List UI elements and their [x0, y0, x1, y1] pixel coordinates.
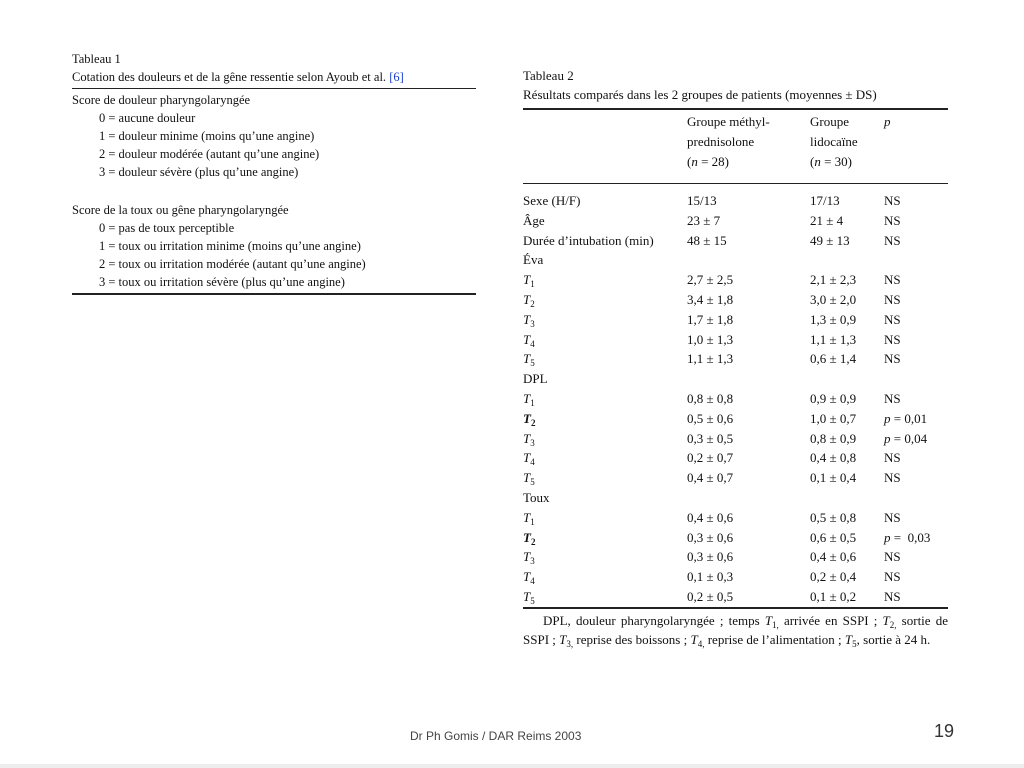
row-label: Toux: [523, 489, 550, 505]
note-t1-sub: 1,: [772, 619, 779, 630]
group1-value: 0,3 ± 0,6: [687, 529, 734, 545]
note-t5-text: , sortie à 24 h.: [856, 631, 931, 647]
note-t1-text: arrivée en SSPI ;: [778, 612, 883, 628]
time-index: 3: [530, 318, 535, 329]
time-index: 3: [530, 556, 535, 567]
group2-value: 1,3 ± 0,9: [810, 311, 857, 327]
table-row: [523, 270, 948, 290]
group2-value: [810, 250, 884, 270]
p-value: [884, 369, 948, 389]
table-row: [523, 211, 948, 231]
cough-score-1: 1 = toux ou irritation minime (moins qu’une angine): [99, 239, 361, 253]
p-value: NS: [884, 390, 901, 406]
bottom-divider: [0, 764, 1024, 768]
table-row: [523, 587, 948, 607]
row-label: [523, 528, 687, 548]
row-label: [523, 587, 687, 607]
table-1: [72, 50, 476, 296]
header-p-label: p: [884, 114, 891, 129]
group2-value: 0,2 ± 0,4: [810, 569, 857, 585]
p-value: [884, 488, 948, 508]
group2-value: 0,6 ± 1,4: [810, 351, 857, 367]
table-1-label: Tableau 1: [72, 52, 121, 66]
table-row: [523, 508, 948, 528]
table-row: [523, 468, 948, 488]
row-label: DPL: [523, 371, 548, 387]
p-value: NS: [884, 509, 901, 525]
time-var: T: [523, 549, 531, 565]
header-empty: [523, 110, 687, 175]
time-var: T: [523, 569, 531, 585]
group2-value: 0,5 ± 0,8: [810, 509, 857, 525]
note-t5-var: T: [844, 631, 853, 647]
time-var: T: [523, 470, 531, 486]
table-1-top-rule: [72, 88, 476, 89]
p-value: [884, 429, 948, 449]
time-var: T: [523, 509, 531, 525]
table-row: [523, 567, 948, 587]
p-value: NS: [884, 549, 901, 565]
time-var: T: [523, 430, 531, 446]
table-row: [523, 528, 948, 548]
group1-value: 1,7 ± 1,8: [687, 311, 734, 327]
note-t2-sub: 2,: [889, 619, 897, 630]
group2-value: 1,0 ± 0,7: [810, 410, 857, 426]
header-group1-n-var: n: [691, 154, 698, 169]
group1-value: 0,3 ± 0,6: [687, 549, 734, 565]
p-value: NS: [884, 212, 901, 228]
p-value: NS: [884, 331, 901, 347]
group1-value: 2,7 ± 2,5: [687, 272, 734, 288]
table-row: [523, 349, 948, 369]
p-var: p: [884, 410, 891, 426]
p-value: NS: [884, 351, 901, 367]
note-t4-text: reprise de l’alimentation ;: [704, 631, 845, 647]
header-group2-line2: lidocaïne: [810, 134, 858, 149]
section-heading-cough: Score de la toux ou gêne pharyngolaryngée: [72, 203, 289, 217]
table-2-footnote: [523, 611, 948, 649]
table-row: [523, 290, 948, 310]
note-t3-sub: 3,: [566, 638, 574, 649]
row-label: [523, 310, 687, 330]
table-row: [523, 330, 948, 350]
time-var: T: [523, 450, 531, 466]
group2-value: 0,1 ± 0,2: [810, 588, 857, 604]
time-index: 4: [530, 576, 535, 587]
row-label: Éva: [523, 252, 544, 268]
group1-value: 0,8 ± 0,8: [687, 390, 734, 406]
p-value: [884, 409, 948, 429]
time-index: 2: [530, 536, 536, 547]
group1-value: 1,0 ± 1,3: [687, 331, 734, 347]
group1-value: 48 ± 15: [687, 232, 727, 248]
row-label: [523, 468, 687, 488]
group2-value: 0,9 ± 0,9: [810, 390, 857, 406]
group2-value: 0,4 ± 0,6: [810, 549, 857, 565]
table-1-caption: [72, 68, 476, 86]
pain-score-0: 0 = aucune douleur: [99, 111, 196, 125]
p-value: [884, 250, 948, 270]
group1-value: 15/13: [687, 193, 717, 208]
table-row: [523, 488, 948, 508]
table-2-label: Tableau 2: [523, 68, 574, 83]
header-group1-n: = 28): [697, 154, 730, 169]
group1-value: 3,4 ± 1,8: [687, 291, 734, 307]
group2-value: 17/13: [810, 193, 840, 208]
group1-value: [687, 250, 810, 270]
p-var: p: [884, 529, 891, 545]
note-t4-var: T: [690, 631, 698, 647]
p-number: = 0,04: [890, 430, 928, 446]
time-var: T: [523, 351, 531, 367]
group2-value: 0,4 ± 0,8: [810, 450, 857, 466]
row-label: [523, 389, 687, 409]
table-1-caption-text: Cotation des douleurs et de la gêne ressentie selon Ayoub et al.: [72, 70, 387, 84]
row-label: [523, 448, 687, 468]
section-heading-pain: Score de douleur pharyngolaryngée: [72, 93, 251, 107]
reference-link[interactable]: [6]: [389, 70, 404, 84]
p-value: NS: [884, 193, 901, 208]
time-index: 2: [530, 298, 535, 309]
p-value: NS: [884, 470, 901, 486]
p-value: NS: [884, 272, 901, 288]
table-2-caption: Résultats comparés dans les 2 groupes de patients (moyennes ± DS): [523, 87, 877, 102]
table-row: [523, 547, 948, 567]
results-table-body: [523, 175, 948, 607]
group2-value: 0,8 ± 0,9: [810, 430, 857, 446]
time-index: 5: [530, 358, 535, 369]
table-row: [523, 369, 948, 389]
results-table: [523, 110, 948, 607]
header-group-lidocaine: Groupe lidocaïne (n = 30): [810, 114, 858, 169]
group2-value: 2,1 ± 2,3: [810, 272, 857, 288]
group2-value: 0,1 ± 0,4: [810, 470, 857, 486]
group1-value: 23 ± 7: [687, 212, 721, 228]
table-row: [523, 448, 948, 468]
p-value: NS: [884, 569, 901, 585]
p-var: p: [884, 430, 891, 446]
table-2-header-rule: [523, 183, 948, 184]
row-label: [523, 508, 687, 528]
note-t4-sub: 4,: [697, 638, 705, 649]
pain-score-2: 2 = douleur modérée (autant qu’une angine): [99, 147, 320, 161]
row-label: [523, 270, 687, 290]
group2-value: 21 ± 4: [810, 212, 844, 228]
header-group1-line2: prednisolone: [687, 134, 755, 149]
note-t1-var: T: [764, 612, 773, 628]
time-index: 1: [530, 279, 535, 290]
time-var: T: [523, 410, 531, 426]
section-gap: [72, 181, 476, 199]
table-row: [523, 231, 948, 251]
header-group2-n-var: n: [814, 154, 821, 169]
group1-value: 0,2 ± 0,7: [687, 450, 734, 466]
time-var: T: [523, 390, 531, 406]
pain-score-3: 3 = douleur sévère (plus qu’une angine): [99, 165, 299, 179]
p-value: NS: [884, 232, 901, 248]
group2-value: [810, 488, 884, 508]
table-2-bottom-rule: [523, 607, 948, 609]
row-label: [523, 409, 687, 429]
group1-value: 1,1 ± 1,3: [687, 351, 734, 367]
group1-value: 0,3 ± 0,5: [687, 430, 734, 446]
group1-value: 0,1 ± 0,3: [687, 569, 734, 585]
row-label: [523, 547, 687, 567]
table-row: [523, 310, 948, 330]
row-label: [523, 429, 687, 449]
note-t3-text: reprise des boissons ;: [573, 631, 691, 647]
group1-value: [687, 369, 810, 389]
row-label: [523, 290, 687, 310]
time-var: T: [523, 291, 531, 307]
time-index: 3: [530, 437, 535, 448]
note-t3-var: T: [559, 631, 567, 647]
group1-value: 0,5 ± 0,6: [687, 410, 734, 426]
table-row: [523, 191, 948, 211]
header-group2-n: = 30): [820, 154, 853, 169]
group1-value: [687, 488, 810, 508]
row-label: Durée d’intubation (min): [523, 232, 654, 248]
header-group-methylprednisolone: Groupe méthyl- prednisolone (n = 28): [687, 114, 770, 169]
time-index: 2: [530, 417, 536, 428]
note-lead: DPL, douleur pharyngolaryngée ; temps: [543, 612, 765, 628]
group2-value: [810, 369, 884, 389]
p-value: NS: [884, 588, 901, 604]
cough-score-2: 2 = toux ou irritation modérée (autant qu’une angine): [99, 257, 366, 271]
table-1-bottom-rule: [72, 293, 476, 295]
time-index: 4: [530, 338, 535, 349]
page-number: 19: [934, 721, 955, 741]
row-label: [523, 349, 687, 369]
pain-score-1: 1 = douleur minime (moins qu’une angine): [99, 129, 315, 143]
group1-value: 0,2 ± 0,5: [687, 588, 734, 604]
row-label: Sexe (H/F): [523, 193, 581, 208]
time-var: T: [523, 588, 531, 604]
group2-value: 1,1 ± 1,3: [810, 331, 857, 347]
time-var: T: [523, 272, 531, 288]
header-group1-line1: Groupe méthyl-: [687, 114, 770, 129]
row-label: [523, 330, 687, 350]
table-row: [523, 429, 948, 449]
table-row: [523, 389, 948, 409]
row-label: [523, 567, 687, 587]
time-index: 1: [530, 397, 535, 408]
time-var: T: [523, 331, 531, 347]
note-t2-var: T: [882, 612, 890, 628]
p-number: = 0,01: [890, 410, 928, 426]
p-value: NS: [884, 450, 901, 466]
footer-credit: Dr Ph Gomis / DAR Reims 2003: [410, 729, 582, 743]
header-group2-line1: Groupe: [810, 114, 849, 129]
note-t5-sub: 5: [852, 638, 857, 649]
group2-value: 3,0 ± 2,0: [810, 291, 857, 307]
time-index: 5: [530, 477, 535, 488]
group1-value: 0,4 ± 0,7: [687, 470, 734, 486]
group2-value: 0,6 ± 0,5: [810, 529, 857, 545]
table-row: [523, 250, 948, 270]
time-index: 4: [530, 457, 535, 468]
p-value: NS: [884, 291, 901, 307]
time-var: T: [523, 311, 531, 327]
time-index: 5: [530, 595, 535, 606]
header-p: [884, 110, 948, 175]
time-var: T: [523, 529, 531, 545]
cough-score-3: 3 = toux ou irritation sévère (plus qu’une angine): [99, 275, 345, 289]
header-row: [523, 110, 948, 175]
p-number: = 0,03: [890, 529, 931, 545]
table-2: [523, 66, 948, 649]
group2-value: 49 ± 13: [810, 232, 850, 248]
p-value: NS: [884, 311, 901, 327]
cough-score-0: 0 = pas de toux perceptible: [99, 221, 235, 235]
time-index: 1: [530, 516, 535, 527]
row-label: Âge: [523, 212, 545, 228]
p-value: [884, 528, 948, 548]
group1-value: 0,4 ± 0,6: [687, 509, 734, 525]
table-row: [523, 409, 948, 429]
note-t2-text: sortie de SSPI ;: [523, 612, 948, 647]
header-spacer-row: [523, 175, 948, 191]
